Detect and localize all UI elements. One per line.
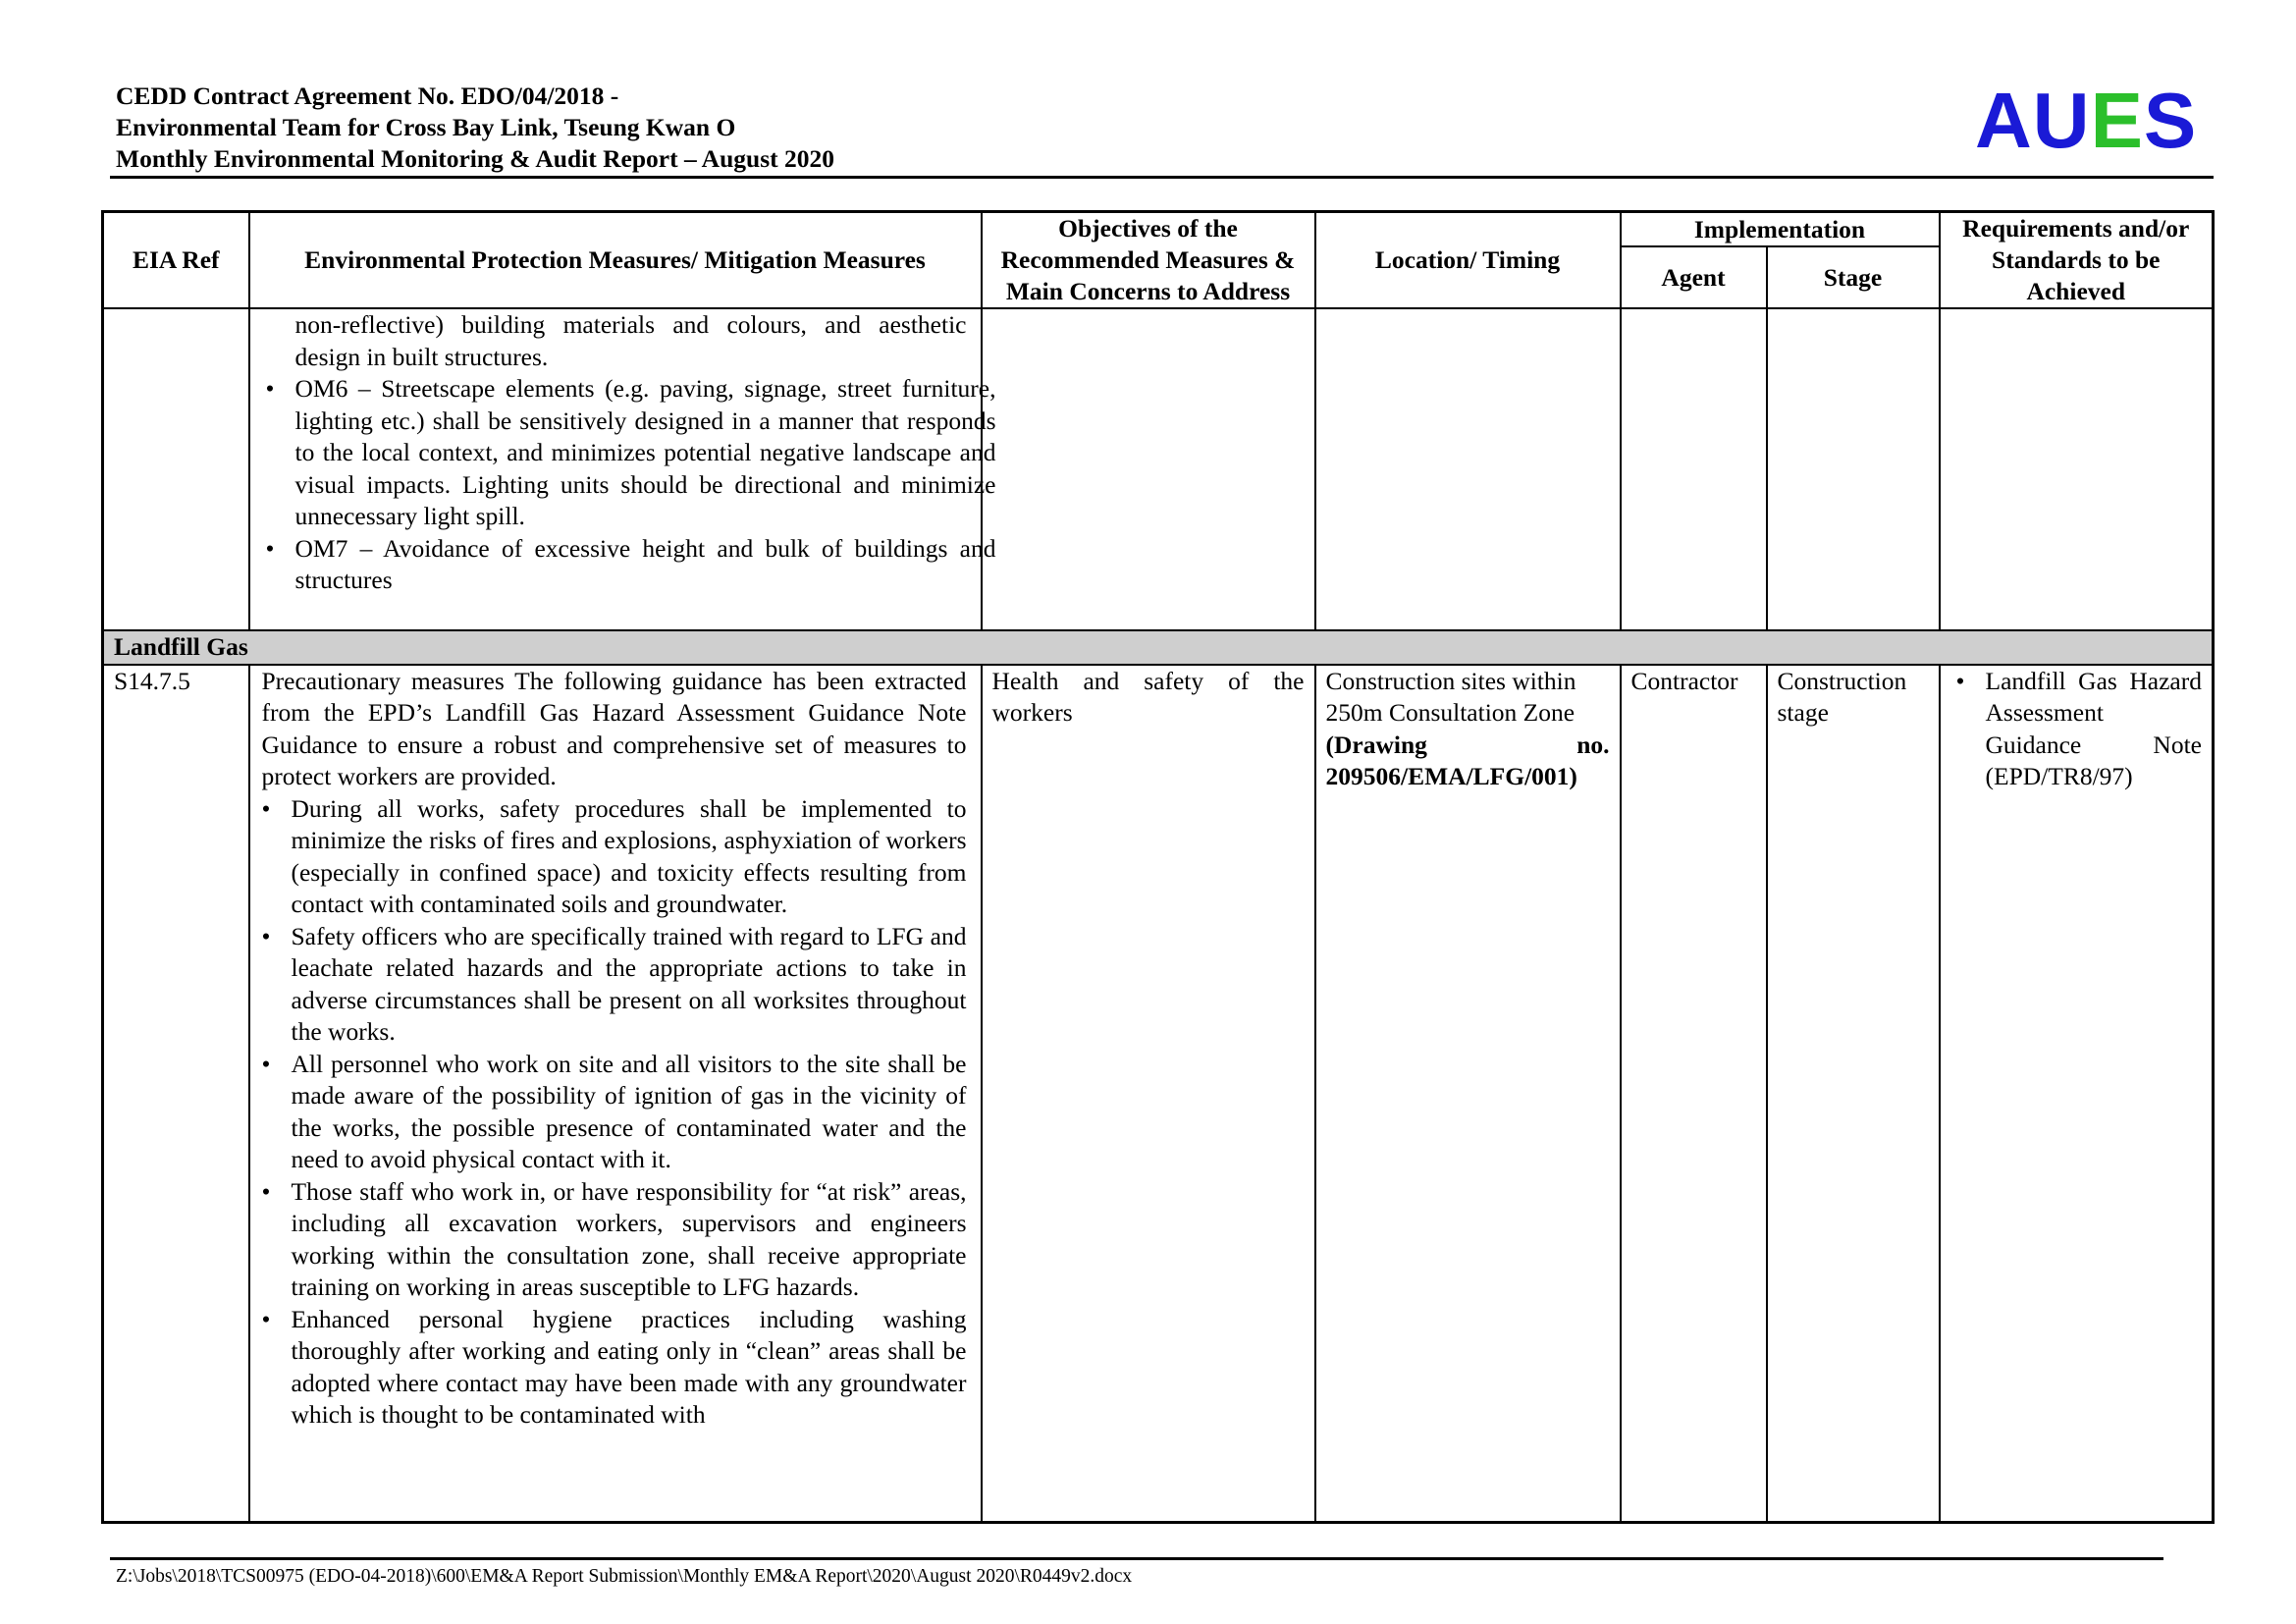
aues-logo <box>1975 77 2197 165</box>
cell-empty <box>982 308 1315 630</box>
list-item: • Landfill Gas Hazard Assessment Guidance Note (EPD/TR8/97) <box>1986 666 2203 793</box>
header-report-line: Monthly Environmental Monitoring & Audit Report – August 2020 <box>116 144 835 173</box>
logo-letter-a: A <box>1975 77 2033 164</box>
cell-empty <box>1315 308 1621 630</box>
footer-file-path: Z:\Jobs\2018\TCS00975 (EDO-04-2018)\600\EM&A Report Submission\Monthly EM&A Report\2020\August 2020\R0449v2.docx <box>116 1566 1133 1587</box>
col-header-eia-ref: EIA Ref <box>103 212 249 309</box>
location-text: Construction sites within 250m Consultation Zone <box>1325 666 1576 727</box>
logo-letter-s: S <box>2143 77 2198 164</box>
header-project-line: Environmental Team for Cross Bay Link, Tseung Kwan O <box>116 113 736 141</box>
measures-intro: Precautionary measures The following guidance has been extracted from the EPD’s Landfill Gas Hazard Assessment Guidance Note Guidance to ensure a robust and comprehensive set of measures to protect workers are provided. <box>261 666 967 790</box>
table-row-continued <box>103 308 2214 630</box>
col-header-objectives: Objectives of the Recommended Measures & Main Concerns to Address <box>982 212 1315 309</box>
logo-letter-u: U <box>2032 77 2091 164</box>
cell-empty <box>1621 308 1767 630</box>
cell-measures <box>249 665 982 1523</box>
col-header-agent: Agent <box>1621 246 1767 308</box>
list-item: • OM7 – Avoidance of excessive height and bulk of buildings and structures <box>295 533 996 597</box>
col-header-requirements: Requirements and/or Standards to be Achieved <box>1940 212 2214 309</box>
list-item: • All personnel who work on site and all visitors to the site shall be made aware of the possibility of ignition of gas in the vicinity of the works, the possible presence of contaminated water and the need to avoid physical contact with it. <box>292 1049 967 1176</box>
footer-divider <box>110 1557 2163 1560</box>
cell-stage: Construction stage <box>1767 665 1940 1523</box>
cell-continued-measures <box>249 308 996 630</box>
cell-location <box>1315 665 1621 1523</box>
cell-eia-ref: S14.7.5 <box>103 665 249 1523</box>
section-title: Landfill Gas <box>103 630 2214 665</box>
cell-empty <box>1767 308 1940 630</box>
continued-lead-text: non-reflective) building materials and colours, and aesthetic design in built structures. <box>294 310 967 371</box>
cell-agent: Contractor <box>1621 665 1767 1523</box>
cell-objectives: Health and safety of the workers <box>982 665 1315 1523</box>
measures-bullet-list <box>262 793 967 1432</box>
continued-bullet-list <box>266 373 996 597</box>
col-header-location: Location/ Timing <box>1315 212 1621 309</box>
section-row-landfill-gas <box>103 630 2214 665</box>
location-drawing-ref: (Drawing no. 209506/EMA/LFG/001) <box>1325 730 1610 790</box>
list-item: • Those staff who work in, or have responsibility for “at risk” areas, including all excavation workers, supervisors and engineers working within the consultation zone, shall receive appropriate training on working in areas susceptible to LFG hazards. <box>292 1176 967 1304</box>
table-header-row <box>103 212 2214 247</box>
col-header-measures: Environmental Protection Measures/ Mitigation Measures <box>249 212 982 309</box>
document-header <box>116 81 834 175</box>
list-item: • OM6 – Streetscape elements (e.g. paving, signage, street furniture, lighting etc.) shall be sensitively designed in a manner that responds to the local context, and minimizes potential negative landscape and visual impacts. Lighting units should be directional and minimize unnecessary light spill. <box>295 373 996 533</box>
cell-empty <box>1940 308 2214 630</box>
list-item: • During all works, safety procedures shall be implemented to minimize the risks of fires and explosions, asphyxiation of workers (especially in confined space) and toxicity effects resulting from contact with contaminated soils and groundwater. <box>292 793 967 921</box>
cell-eia-ref-empty <box>103 308 249 630</box>
mitigation-measures-table <box>101 210 2215 1524</box>
cell-requirements <box>1940 665 2214 1523</box>
requirements-list <box>1950 666 2203 793</box>
table-row <box>103 665 2214 1523</box>
header-divider <box>110 176 2214 179</box>
header-contract-line: CEDD Contract Agreement No. EDO/04/2018 - <box>116 81 619 110</box>
logo-letter-e: E <box>2090 77 2144 164</box>
col-header-implementation: Implementation <box>1621 212 1940 247</box>
col-header-stage: Stage <box>1767 246 1940 308</box>
list-item: • Safety officers who are specifically trained with regard to LFG and leachate related hazards and the appropriate actions to take in adverse circumstances shall be present on all worksites throughout the works. <box>292 921 967 1049</box>
list-item: • Enhanced personal hygiene practices including washing thoroughly after working and eating only in “clean” areas shall be adopted where contact may have been made with any groundwater which is thought to be contaminated with <box>292 1304 967 1432</box>
